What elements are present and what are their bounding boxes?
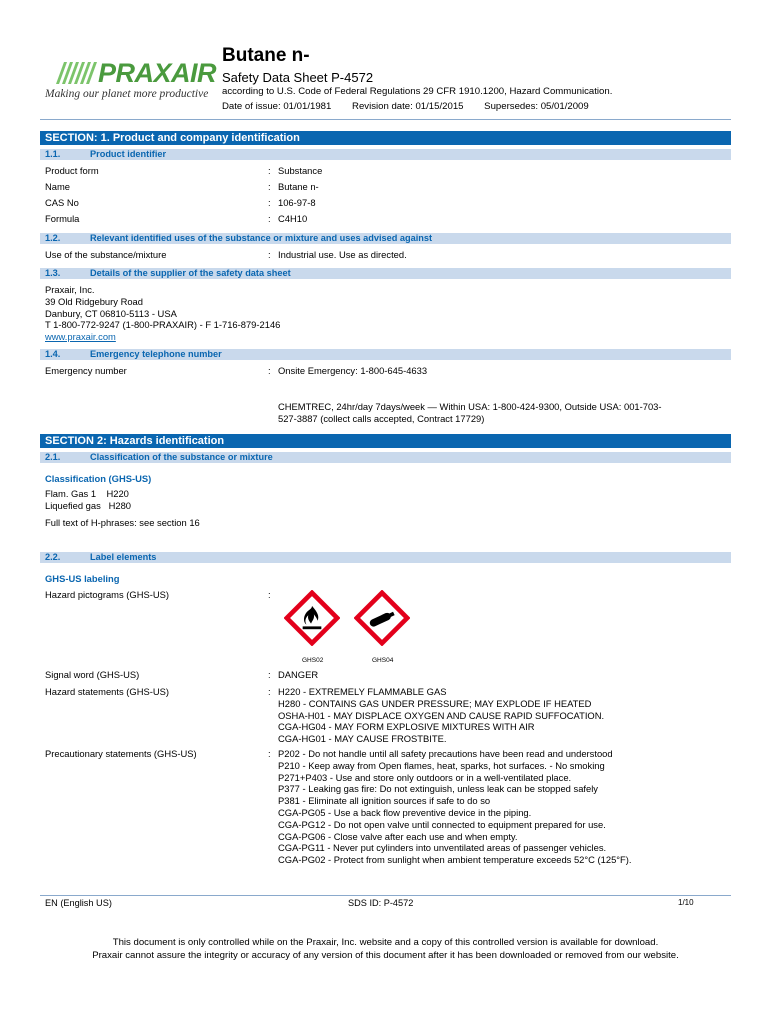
pictogram-code: GHS02	[302, 657, 324, 664]
emergency-label: Emergency number	[45, 365, 127, 376]
subsection-number: 1.2.	[45, 233, 61, 243]
regulation-text: according to U.S. Code of Federal Regulations 29 CFR 1910.1200, Hazard Communication.	[222, 86, 613, 97]
header-divider	[40, 119, 731, 120]
classification-list	[45, 488, 131, 512]
subsection-2-2	[40, 552, 731, 563]
flame-pictogram-icon	[284, 590, 340, 648]
precautionary-statements-label: Precautionary statements (GHS-US)	[45, 748, 197, 759]
precautionary-statement: P202 - Do not handle until all safety precautions have been read and understood	[278, 748, 613, 759]
colon: :	[268, 669, 271, 680]
emergency-value: Onsite Emergency: 1-800-645-4633	[278, 365, 428, 376]
precautionary-statement: CGA-PG11 - Never put cylinders into unventilated areas of passenger vehicles.	[278, 842, 607, 854]
logo-tagline: Making our planet more productive	[45, 88, 209, 100]
precautionary-statement: P381 - Eliminate all ignition sources if safe to do so	[278, 795, 491, 807]
product-form-label: Product form	[45, 165, 99, 176]
colon: :	[268, 165, 271, 176]
classification-item: Liquefied gas H280	[45, 499, 132, 511]
precautionary-statement: CGA-PG06 - Close valve after each use and when empty.	[278, 830, 518, 842]
supplier-line: Danbury, CT 06810-5113 - USA	[45, 307, 177, 319]
supplier-line: Praxair, Inc.	[45, 284, 95, 295]
subsection-1-2	[40, 233, 731, 244]
colon: :	[268, 686, 271, 697]
product-form-value: Substance	[278, 165, 323, 176]
subsection-title: Emergency telephone number	[90, 349, 222, 359]
use-label: Use of the substance/mixture	[45, 249, 167, 260]
labeling-heading: GHS-US labeling	[45, 573, 120, 584]
full-text-note: Full text of H-phrases: see section 16	[45, 517, 200, 528]
name-value: Butane n-	[278, 181, 319, 192]
footer-page-number: 1/10	[678, 898, 694, 907]
subsection-title: Details of the supplier of the safety data sheet	[90, 268, 291, 278]
notice-line: Praxair cannot assure the integrity or accuracy of any version of this document after it has been downloaded or removed from our website.	[92, 949, 679, 961]
section-1-header: SECTION: 1. Product and company identification	[40, 131, 731, 145]
hazard-statements-label: Hazard statements (GHS-US)	[45, 686, 169, 697]
cas-label: CAS No	[45, 197, 79, 208]
hazard-statement: OSHA-H01 - MAY DISPLACE OXYGEN AND CAUSE RAPID SUFFOCATION.	[278, 709, 605, 721]
classification-item: Flam. Gas 1 H220	[45, 488, 129, 499]
dates-line	[222, 101, 607, 112]
hazard-statements-list	[278, 686, 604, 745]
revision-date: Revision date: 01/15/2015	[352, 101, 464, 112]
subsection-title: Classification of the substance or mixture	[90, 452, 273, 462]
supplier-line: T 1-800-772-9247 (1-800-PRAXAIR) - F 1-716-879-2146	[45, 319, 281, 331]
subsection-number: 2.2.	[45, 552, 61, 562]
hazard-statement: CGA-HG04 - MAY FORM EXPLOSIVE MIXTURES WITH AIR	[278, 721, 535, 733]
hazard-statement: CGA-HG01 - MAY CAUSE FROSTBITE.	[278, 733, 447, 745]
chemtrec-line: CHEMTREC, 24hr/day 7days/week — Within USA: 1-800-424-9300, Outside USA: 001-703-	[278, 401, 662, 412]
subsection-title: Product identifier	[90, 149, 167, 159]
colon: :	[268, 181, 271, 192]
precautionary-statement: P271+P403 - Use and store only outdoors or in a well-ventilated place.	[278, 771, 572, 783]
footer-sds-id: SDS ID: P-4572	[348, 898, 414, 908]
chemtrec-info	[278, 401, 662, 425]
issue-date: Date of issue: 01/01/1981	[222, 101, 332, 112]
controlled-document-notice	[40, 937, 731, 962]
use-value: Industrial use. Use as directed.	[278, 249, 407, 260]
cas-value: 106-97-8	[278, 197, 316, 208]
supplier-line: 39 Old Ridgebury Road	[45, 295, 143, 307]
logo-wordmark: PRAXAIR	[98, 58, 217, 88]
colon: :	[268, 589, 271, 600]
chemtrec-line: 527-3887 (collect calls accepted, Contract 17729)	[278, 412, 485, 424]
hazard-statement: H220 - EXTREMELY FLAMMABLE GAS	[278, 686, 447, 697]
precautionary-statement: P210 - Keep away from Open flames, heat, sparks, hot surfaces. - No smoking	[278, 759, 605, 771]
subsection-title: Label elements	[90, 552, 157, 562]
colon: :	[268, 197, 271, 208]
formula-value: C4H10	[278, 213, 308, 224]
precautionary-statement: CGA-PG12 - Do not open valve until connected to equipment prepared for use.	[278, 818, 606, 830]
colon: :	[268, 249, 271, 260]
colon: :	[268, 748, 271, 759]
pictogram-code: GHS04	[372, 657, 394, 664]
subsection-title: Relevant identified uses of the substance or mixture and uses advised against	[90, 233, 433, 243]
subsection-1-3	[40, 268, 731, 279]
subsection-number: 2.1.	[45, 452, 61, 462]
name-label: Name	[45, 181, 71, 192]
classification-heading: Classification (GHS-US)	[45, 473, 152, 484]
colon: :	[268, 213, 271, 224]
subsection-number: 1.1.	[45, 149, 61, 159]
supplier-address	[45, 284, 280, 343]
section-2-header: SECTION 2: Hazards identification	[40, 434, 731, 448]
precautionary-statement: CGA-PG02 - Protect from sunlight when ambient temperature exceeds 52°C (125°F).	[278, 854, 632, 866]
document-subtitle: Safety Data Sheet P-4572	[222, 70, 374, 85]
signal-word-value: DANGER	[278, 669, 319, 680]
precautionary-statements-list	[278, 748, 632, 866]
signal-word-label: Signal word (GHS-US)	[45, 669, 140, 680]
pictograms-label: Hazard pictograms (GHS-US)	[45, 589, 169, 600]
gas-cylinder-pictogram-icon	[354, 590, 410, 648]
colon: :	[268, 365, 271, 376]
notice-line: This document is only controlled while on the Praxair, Inc. website and a copy of this controlled version is available for download.	[112, 937, 659, 948]
precautionary-statement: CGA-PG05 - Use a back flow preventive device in the piping.	[278, 806, 532, 818]
hazard-statement: H280 - CONTAINS GAS UNDER PRESSURE; MAY EXPLODE IF HEATED	[278, 697, 592, 709]
subsection-1-4	[40, 349, 731, 360]
supersedes-date: Supersedes: 05/01/2009	[484, 101, 589, 112]
subsection-number: 1.4.	[45, 349, 61, 359]
formula-label: Formula	[45, 213, 80, 224]
footer-language: EN (English US)	[45, 898, 112, 908]
document-title: Butane n-	[222, 45, 310, 66]
footer-divider	[40, 895, 731, 896]
subsection-number: 1.3.	[45, 268, 61, 278]
subsection-2-1	[40, 452, 731, 463]
website-link[interactable]: www.praxair.com	[45, 331, 116, 343]
subsection-1-1	[40, 149, 731, 160]
precautionary-statement: P377 - Leaking gas fire: Do not extinguish, unless leak can be stopped safely	[278, 783, 598, 795]
